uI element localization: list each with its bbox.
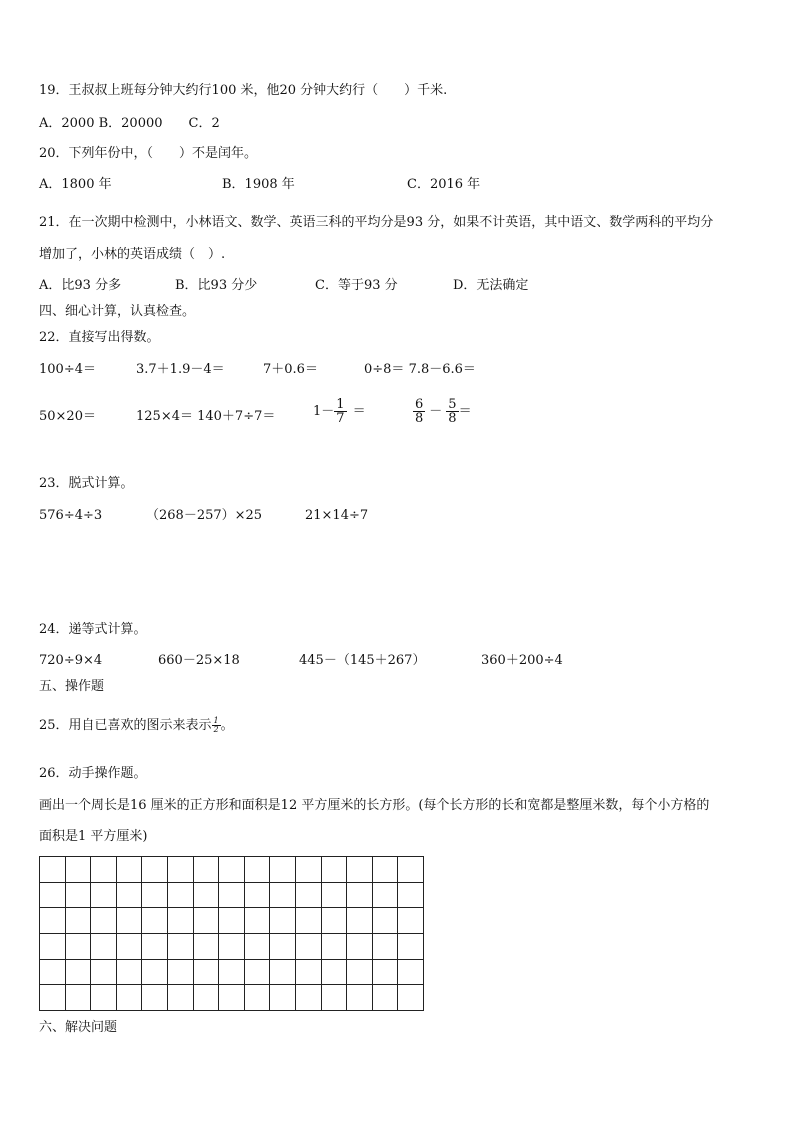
grid-cell — [245, 908, 271, 934]
grid-cell — [270, 934, 296, 960]
q22-fraction-expr — [413, 398, 472, 425]
grid-cell — [194, 857, 220, 883]
grid-cell — [270, 857, 296, 883]
grid-cell — [40, 908, 66, 934]
fraction — [212, 717, 221, 734]
grid-cell — [168, 883, 194, 909]
q20-stem: 20．下列年份中，（ ）不是闰年。 — [39, 146, 258, 161]
grid-cell — [91, 960, 117, 986]
q22-expr: 125×4＝ 140＋7÷7＝ — [136, 409, 276, 424]
q26-line2: 面积是1 平方厘米) — [39, 829, 148, 844]
grid-cell — [398, 908, 424, 934]
fraction — [413, 398, 425, 425]
grid-cell — [373, 960, 399, 986]
grid-cell — [373, 883, 399, 909]
grid-cell — [245, 883, 271, 909]
grid-cell — [270, 960, 296, 986]
grid-cell — [142, 934, 168, 960]
grid-cell — [168, 960, 194, 986]
grid-cell — [91, 934, 117, 960]
q24-expr: 445－（145＋267） — [299, 653, 426, 668]
grid-cell — [40, 883, 66, 909]
fraction — [446, 398, 458, 425]
fraction — [334, 398, 346, 425]
q24-stem: 24．递等式计算。 — [39, 622, 147, 637]
grid-cell — [373, 908, 399, 934]
grid-cell — [91, 883, 117, 909]
grid-cell — [66, 908, 92, 934]
q26-stem: 26．动手操作题。 — [39, 766, 147, 781]
q24-expr: 720÷9×4 — [39, 653, 103, 668]
section-5-title: 五、操作题 — [39, 679, 105, 694]
section-4-title: 四、细心计算，认真检查。 — [39, 304, 196, 319]
q26-line1: 画出一个周长是16 厘米的正方形和面积是12 平方厘米的长方形。(每个长方形的长和宽都是整厘米数，每个小方格的 — [39, 798, 710, 813]
grid-cell — [168, 985, 194, 1011]
grid-cell — [219, 908, 245, 934]
grid-cell — [91, 857, 117, 883]
grid-cell — [373, 985, 399, 1011]
minus-operator: － — [429, 404, 443, 419]
q23-stem: 23．脱式计算。 — [39, 476, 134, 491]
q22-fraction-lead: 1－ — [313, 404, 335, 419]
grid-cell — [322, 960, 348, 986]
q21-stem-line2: 增加了，小林的英语成绩（ ）. — [39, 247, 226, 262]
grid-cell — [117, 908, 143, 934]
grid-cell — [270, 908, 296, 934]
section-6-title: 六、解决问题 — [39, 1020, 118, 1035]
q22-expr: 0÷8＝ 7.8－6.6＝ — [364, 362, 476, 377]
grid-cell — [194, 908, 220, 934]
grid-cell — [373, 857, 399, 883]
fraction-numerator: 6 — [415, 397, 424, 412]
q21-option-c: C．等于93 分 — [315, 278, 398, 293]
grid-cell — [373, 934, 399, 960]
grid-cell — [66, 985, 92, 1011]
q21-option-a: A．比93 分多 — [39, 278, 122, 293]
q22-fraction-tail: ＝ — [352, 404, 366, 419]
grid-cell — [270, 883, 296, 909]
grid-cell — [322, 934, 348, 960]
q22-fraction-tail: ＝ — [458, 404, 472, 419]
grid-cell — [142, 960, 168, 986]
q22-expr: 50×20＝ — [39, 409, 96, 424]
grid-cell — [398, 857, 424, 883]
grid-cell — [322, 985, 348, 1011]
q22-expr: 100÷4＝ — [39, 362, 96, 377]
q21-option-b: B．比93 分少 — [175, 278, 258, 293]
grid-cell — [66, 934, 92, 960]
grid-cell — [117, 960, 143, 986]
grid-cell — [296, 960, 322, 986]
q19-options: A．2000 B．20000 C．2 — [39, 116, 220, 131]
fraction-denominator: 2 — [213, 725, 219, 734]
grid-cell — [296, 883, 322, 909]
grid-cell — [398, 934, 424, 960]
grid-cell — [296, 857, 322, 883]
grid-cell — [296, 908, 322, 934]
grid-cell — [322, 857, 348, 883]
fraction-denominator: 8 — [415, 411, 424, 426]
grid-cell — [194, 934, 220, 960]
grid-cell — [117, 985, 143, 1011]
grid-cell — [347, 985, 373, 1011]
grid-cell — [219, 934, 245, 960]
fraction-numerator: 1 — [336, 397, 345, 412]
grid-cell — [117, 857, 143, 883]
grid-cell — [194, 960, 220, 986]
grid-cell — [245, 934, 271, 960]
q25-tail: 。 — [220, 718, 234, 733]
grid-cell — [270, 985, 296, 1011]
grid-cell — [91, 985, 117, 1011]
grid-cell — [40, 934, 66, 960]
grid-cell — [40, 985, 66, 1011]
grid-cell — [219, 960, 245, 986]
q22-stem: 22．直接写出得数。 — [39, 330, 160, 345]
q20-option-c: C．2016 年 — [407, 177, 481, 192]
grid-cell — [347, 934, 373, 960]
q24-expr: 360＋200÷4 — [481, 653, 563, 668]
q25-stem: 25．用自已喜欢的图示来表示 — [39, 718, 212, 733]
q19-stem: 19．王叔叔上班每分钟大约行100 米，他20 分钟大约行（ ）千米. — [39, 83, 448, 98]
grid-cell — [142, 883, 168, 909]
grid-cell — [347, 960, 373, 986]
grid-cell — [194, 883, 220, 909]
q20-option-a: A．1800 年 — [39, 177, 112, 192]
fraction-numerator: 1 — [213, 716, 219, 725]
grid-cell — [142, 857, 168, 883]
grid-cell — [66, 857, 92, 883]
grid-cell — [91, 908, 117, 934]
grid-cell — [117, 934, 143, 960]
q23-expr: （268－257）×25 — [146, 508, 263, 523]
grid-cell — [322, 908, 348, 934]
fraction-denominator: 8 — [448, 411, 457, 426]
grid-cell — [296, 934, 322, 960]
grid-cell — [398, 960, 424, 986]
q21-option-d: D．无法确定 — [453, 278, 529, 293]
fraction-numerator: 5 — [448, 397, 457, 412]
grid-cell — [168, 857, 194, 883]
grid-cell — [347, 883, 373, 909]
grid-cell — [40, 857, 66, 883]
q24-expr: 660－25×18 — [158, 653, 240, 668]
grid-cell — [245, 857, 271, 883]
grid-cell — [347, 857, 373, 883]
grid-cell — [398, 985, 424, 1011]
grid-cell — [168, 934, 194, 960]
grid-cell — [194, 985, 220, 1011]
q22-expr: 3.7＋1.9－4＝ — [136, 362, 225, 377]
grid-cell — [117, 883, 143, 909]
grid-cell — [40, 960, 66, 986]
grid-cell — [322, 883, 348, 909]
grid-cell — [66, 960, 92, 986]
grid-cell — [66, 883, 92, 909]
q23-expr: 576÷4÷3 — [39, 508, 103, 523]
grid-cell — [347, 908, 373, 934]
grid-cell — [219, 883, 245, 909]
fraction-denominator: 7 — [336, 411, 345, 426]
q22-expr: 7＋0.6＝ — [263, 362, 318, 377]
square-grid — [39, 856, 424, 1011]
grid-cell — [168, 908, 194, 934]
q20-option-b: B．1908 年 — [222, 177, 295, 192]
q25-stem-line — [39, 717, 234, 734]
q22-fraction-expr — [313, 398, 366, 425]
grid-cell — [142, 985, 168, 1011]
grid-cell — [296, 985, 322, 1011]
q21-stem-line1: 21．在一次期中检测中，小林语文、数学、英语三科的平均分是93 分，如果不计英语，其中语文、数学两科的平均分 — [39, 215, 714, 230]
grid-cell — [219, 857, 245, 883]
q23-expr: 21×14÷7 — [305, 508, 369, 523]
grid-cell — [245, 960, 271, 986]
grid-cell — [219, 985, 245, 1011]
grid-cell — [398, 883, 424, 909]
grid-cell — [142, 908, 168, 934]
grid-cell — [245, 985, 271, 1011]
